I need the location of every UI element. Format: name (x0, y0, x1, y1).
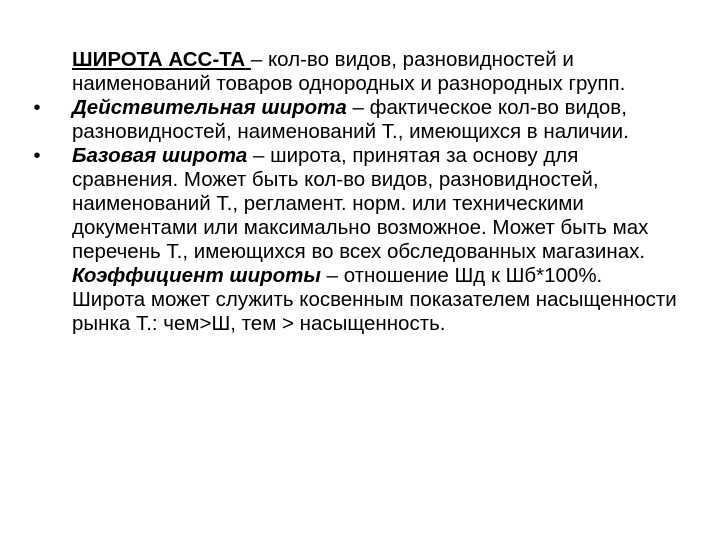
bullet-icon: • (33, 144, 41, 167)
note-text: Широта может служить косвенным показателем насыщенности рынка Т.: чем>Ш, тем > насыщенность. (72, 288, 677, 335)
definition-assortment-breadth (30, 48, 690, 96)
term-actual-breadth: Действительная широта (72, 96, 347, 119)
term-assortment-breadth: ШИРОТА АСС-ТА (72, 48, 246, 71)
definition-text: – широта, принятая за основу для сравнения. Может быть кол-во видов, разновидностей, наименований Т., регламент. норм. или техническими документами или максимально возможное. Может быть мах перечень Т., имеющихся во всех обследованных магазинах. (72, 144, 649, 263)
definition-text: – кол-во видов, разновидностей и наименований товаров однородных и разнородных групп. (72, 48, 626, 95)
bullet-item-base-breadth (30, 144, 690, 264)
bullet-item-actual-breadth (30, 96, 690, 144)
note-market-saturation (30, 288, 690, 336)
term-breadth-coefficient: Коэффициент широты (72, 264, 321, 287)
term-base-breadth: Базовая широта (72, 144, 248, 167)
definition-text: – фактическое кол-во видов, разновидностей, наименований Т., имеющихся в наличии. (72, 96, 629, 143)
bullet-icon: • (33, 96, 41, 119)
definition-breadth-coefficient (30, 264, 690, 288)
definition-text: – отношение Шд к Шб*100%. (320, 264, 603, 287)
